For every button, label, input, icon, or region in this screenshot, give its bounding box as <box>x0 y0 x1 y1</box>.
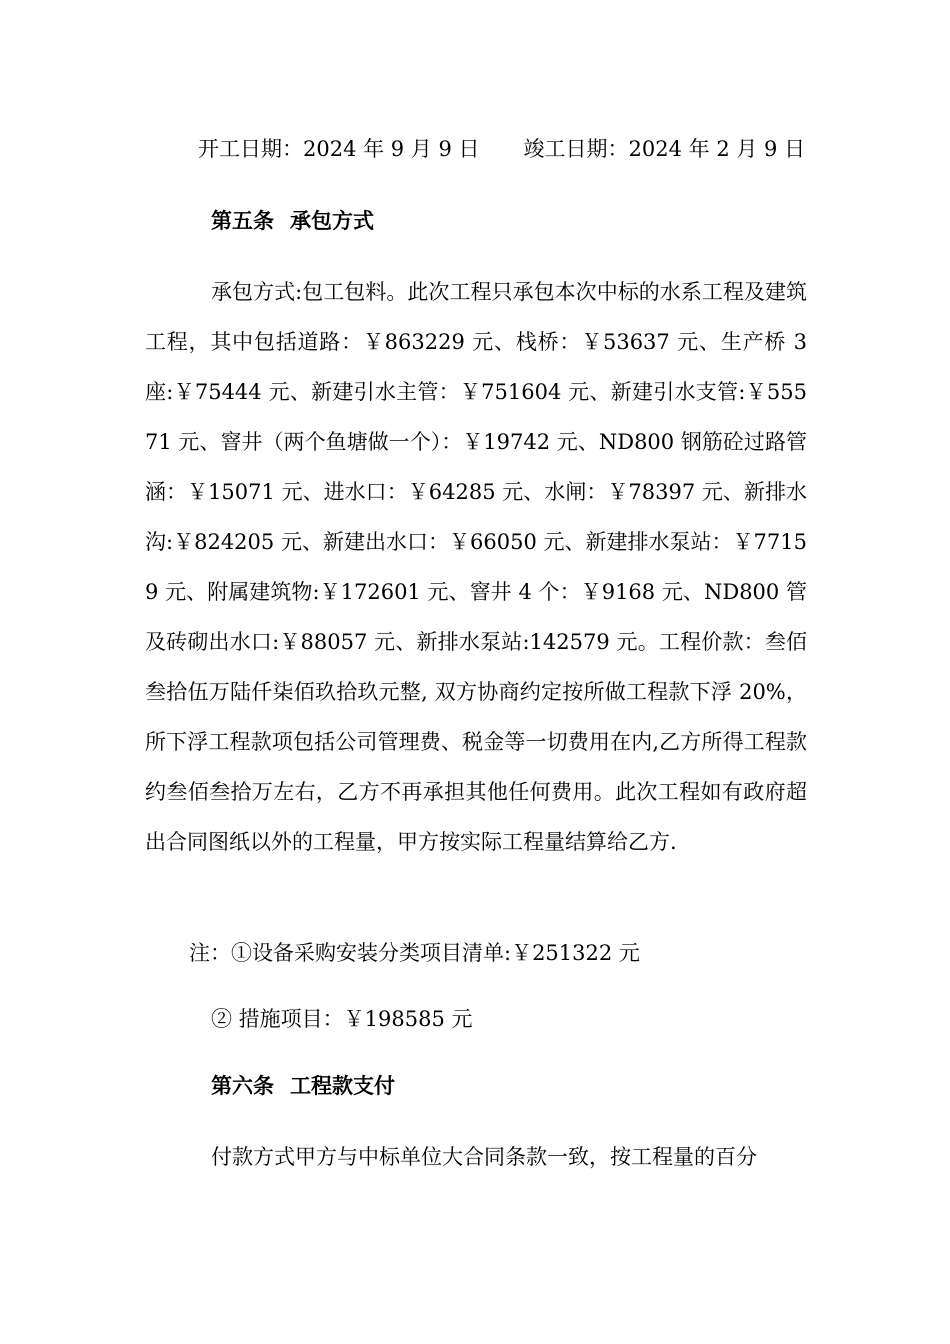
article-6-title: 工程款支付 <box>290 1074 395 1098</box>
article-6-body: 付款方式甲方与中标单位大合同条款一致，按工程量的百分 <box>211 1145 757 1169</box>
end-date-label: 竣工日期： <box>523 137 629 161</box>
project-dates <box>198 134 805 164</box>
start-date-value: 2024 年 9 月 9 日 <box>303 137 480 161</box>
note-measures-item: ② 措施项目：￥198585 元 <box>211 1007 473 1031</box>
start-date-label: 开工日期： <box>198 137 303 161</box>
article-5-heading <box>211 206 374 236</box>
article-5-body: 承包方式:包工包料。此次工程只承包本次中标的水系工程及建筑工程，其中包括道路：￥863229 元、栈桥：￥53637 元、生产桥 3 座:￥75444 元、新建引水主管：￥751604 元、新建引水支管:￥55571 元、窨井（两个鱼塘做一个）：￥19742 元、ND800 钢筋砼过路管涵：￥15071 元、进水口：￥64285 元、水闸：￥78397 元、新排水沟:￥824205 元、新建出水口：￥66050 元、新建排水泵站：￥77159 元、附属建筑物:￥172601 元、窨井 4 个：￥9168 元、ND800 管及砖砌出水口:￥88057 元、新排水泵站:142579 元。工程价款：叁佰叁拾伍万陆仟柒佰玖拾玖元整, 双方协商约定按所做工程款下浮 20%，所下浮工程款项包括公司管理费、税金等一切费用在内,乙方所得工程款约叁佰叁拾万左右，乙方不再承担其他任何费用。此次工程如有政府超出合同图纸以外的工程量，甲方按实际工程量结算给乙方. <box>145 280 807 854</box>
end-date-value: 2024 年 2 月 9 日 <box>628 137 806 161</box>
note-equipment-list: 注：①设备采购安装分类项目清单:￥251322 元 <box>189 941 640 965</box>
article-6-heading <box>211 1071 395 1101</box>
article-5-number: 第五条 <box>211 209 274 233</box>
article-6-number: 第六条 <box>211 1074 274 1098</box>
article-5-title: 承包方式 <box>290 209 374 233</box>
